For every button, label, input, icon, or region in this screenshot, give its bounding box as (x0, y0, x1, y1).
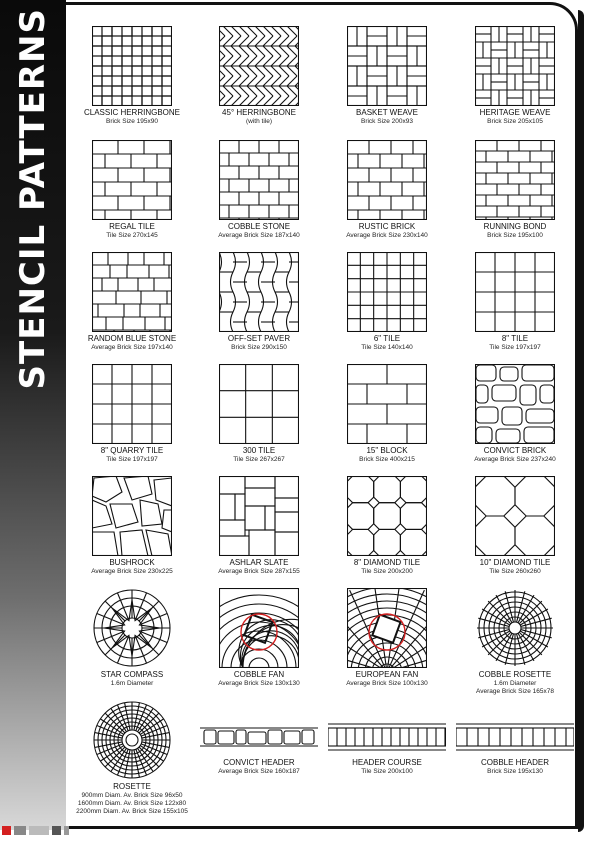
pattern-card (69, 140, 195, 240)
pattern-size: 900mm Diam. Av. Brick Size 96x50 (81, 792, 183, 799)
pattern-size: Brick Size 195x100 (487, 232, 543, 239)
pattern-name: OFF-SET PAVER (227, 334, 291, 343)
pattern-size: Average Brick Size 160x187 (218, 768, 300, 775)
regal-tile-icon (92, 140, 172, 220)
off-set-paver-icon (219, 252, 299, 332)
bushrock-icon (92, 476, 172, 556)
convict-header-icon (200, 722, 318, 752)
pattern-size: Average Brick Size 230x225 (91, 568, 173, 575)
pattern-size: Average Brick Size 187x140 (218, 232, 300, 239)
pattern-name: 8" QUARRY TILE (100, 446, 164, 455)
pattern-card (196, 588, 322, 688)
pattern-name: STAR COMPASS (100, 670, 164, 679)
pattern-size: (with tile) (245, 118, 272, 125)
pattern-name: RUNNING BOND (483, 222, 547, 231)
pattern-name: ASHLAR SLATE (229, 558, 289, 567)
pattern-size: Tile Size 197x197 (489, 344, 541, 351)
pattern-size: Brick Size 290x150 (231, 344, 287, 351)
pattern-size: Average Brick Size 130x130 (218, 680, 300, 687)
pattern-size: Tile Size 140x140 (361, 344, 413, 351)
pattern-card (69, 364, 195, 464)
pattern-size: 1.6m Diameter (110, 680, 154, 687)
pattern-size: Tile Size 200x100 (361, 768, 413, 775)
rosette-icon (92, 700, 172, 780)
quarry-tile-icon (92, 364, 172, 444)
pattern-card (196, 364, 322, 464)
pattern-size: Brick Size 400x215 (359, 456, 415, 463)
pattern-size: Brick Size 195x90 (105, 118, 159, 125)
pattern-name: 8" TILE (501, 334, 529, 343)
european-fan-icon (347, 588, 427, 668)
classic-herringbone-icon (92, 26, 172, 106)
pattern-card (452, 364, 578, 464)
pattern-name: COBBLE FAN (233, 670, 285, 679)
pattern-card (324, 364, 450, 464)
pattern-size: 2200mm Diam. Av. Brick Size 155x105 (76, 808, 188, 815)
pattern-name: CLASSIC HERRINGBONE (83, 108, 181, 117)
herringbone-45-icon (219, 26, 299, 106)
pattern-name: REGAL TILE (109, 222, 155, 231)
pattern-size: Average Brick Size 100x130 (346, 680, 428, 687)
pattern-card (69, 700, 195, 816)
pattern-card (196, 26, 322, 126)
sidebar (0, 0, 66, 830)
pattern-card (196, 252, 322, 352)
pattern-name: ROSETTE (113, 782, 151, 791)
tile-6-icon (347, 252, 427, 332)
pattern-size: Tile Size 267x267 (233, 456, 285, 463)
pattern-name: 300 TILE (242, 446, 276, 455)
pattern-card (69, 252, 195, 352)
running-bond-icon (475, 140, 555, 220)
pattern-size: Tile Size 200x200 (361, 568, 413, 575)
pattern-size: Brick Size 205x105 (487, 118, 543, 125)
footer-color-squares (2, 826, 69, 835)
pattern-card (324, 722, 450, 776)
pattern-name: COBBLE ROSETTE (478, 670, 552, 679)
sidebar-title: STENCIL PATTERNS (13, 8, 53, 390)
pattern-size: Average Brick Size 197x140 (91, 344, 173, 351)
ashlar-slate-icon (219, 476, 299, 556)
page-frame-shadow (578, 10, 584, 832)
tile-8-icon (475, 252, 555, 332)
pattern-size: 1600mm Diam. Av. Brick Size 122x80 (77, 800, 187, 807)
heritage-weave-icon (475, 26, 555, 106)
sidebar-title-wrap (8, 8, 58, 390)
pattern-card (452, 140, 578, 240)
pattern-card (69, 476, 195, 576)
pattern-name: COBBLE STONE (227, 222, 291, 231)
cobble-header-icon (456, 722, 574, 752)
pattern-name: RUSTIC BRICK (358, 222, 416, 231)
basket-weave-icon (347, 26, 427, 106)
pattern-name: CONVICT BRICK (483, 446, 547, 455)
pattern-size: Tile Size 197x197 (106, 456, 158, 463)
cobble-rosette-icon (475, 588, 555, 668)
pattern-name: 6" TILE (373, 334, 401, 343)
pattern-size: Brick Size 200x93 (360, 118, 414, 125)
pattern-card (452, 722, 578, 776)
pattern-card (324, 588, 450, 688)
header-course-icon (328, 722, 446, 752)
pattern-card (196, 140, 322, 240)
pattern-size: Brick Size 195x130 (487, 768, 543, 775)
random-blue-stone-icon (92, 252, 172, 332)
pattern-card (196, 722, 322, 776)
star-compass-icon (92, 588, 172, 668)
diamond-tile-8-icon (347, 476, 427, 556)
pattern-name: EUROPEAN FAN (355, 670, 419, 679)
block-15-icon (347, 364, 427, 444)
pattern-name: HEADER COURSE (352, 758, 422, 767)
pattern-size: Tile Size 260x260 (489, 568, 541, 575)
pattern-name: BUSHROCK (109, 558, 155, 567)
pattern-card (69, 26, 195, 126)
pattern-size: Average Brick Size 287x155 (218, 568, 300, 575)
pattern-card (452, 476, 578, 576)
pattern-card (196, 476, 322, 576)
cobble-fan-icon (219, 588, 299, 668)
pattern-name: 45° HERRINGBONE (222, 108, 296, 117)
pattern-size: Average Brick Size 165x78 (476, 688, 554, 695)
pattern-name: 8" DIAMOND TILE (353, 558, 421, 567)
pattern-size: Average Brick Size 230x140 (346, 232, 428, 239)
pattern-card (69, 588, 195, 688)
pattern-name: 10" DIAMOND TILE (479, 558, 551, 567)
pattern-card (452, 252, 578, 352)
pattern-card (452, 588, 578, 696)
convict-brick-icon (475, 364, 555, 444)
pattern-name: CONVICT HEADER (223, 758, 295, 767)
pattern-name: RANDOM BLUE STONE (87, 334, 177, 343)
pattern-size: Tile Size 270x145 (106, 232, 158, 239)
pattern-card (324, 26, 450, 126)
pattern-name: COBBLE HEADER (480, 758, 550, 767)
pattern-size: Average Brick Size 237x240 (474, 456, 556, 463)
rustic-brick-icon (347, 140, 427, 220)
pattern-card (452, 26, 578, 126)
pattern-card (324, 476, 450, 576)
pattern-card (324, 140, 450, 240)
diamond-tile-10-icon (475, 476, 555, 556)
pattern-name: 15" BLOCK (366, 446, 408, 455)
tile-300-icon (219, 364, 299, 444)
pattern-name: BASKET WEAVE (356, 108, 418, 117)
pattern-size: 1.6m Diameter (493, 680, 537, 687)
pattern-name: HERITAGE WEAVE (479, 108, 551, 117)
cobble-stone-icon (219, 140, 299, 220)
pattern-card (324, 252, 450, 352)
